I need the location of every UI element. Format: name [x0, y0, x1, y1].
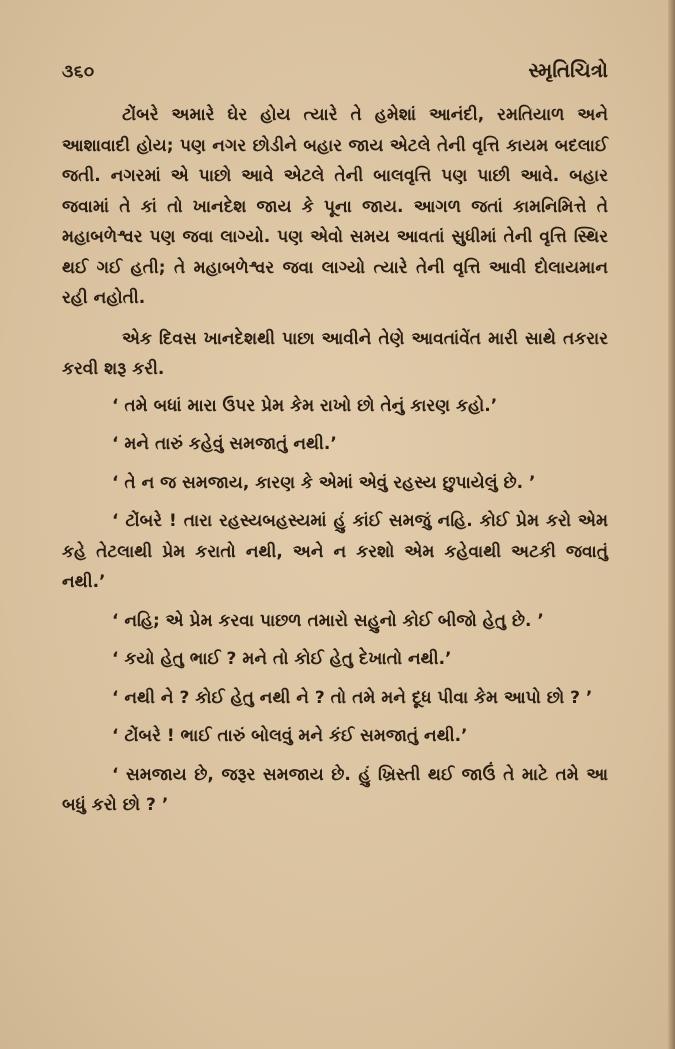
page-spine-edge	[668, 0, 675, 1049]
dialogue-line: ‘ કયો હેતુ ભાઈ ? મને તો કોઈ હેતુ દેખાતો નથી.’	[112, 649, 452, 669]
dialogue-line: ‘ ટોંબરે ! ભાઈ તારું બોલવું મને કંઈ સમજાતું નથી.’	[112, 726, 468, 746]
dialogue-line: ‘ નહિ; એ પ્રેમ કરવા પાછળ તમારો સહુનો કોઈ બીજો હેતુ છે. ’	[112, 610, 544, 631]
dialogue-line: ‘ મને તારું કહેવું સમજાતું નથી.’	[112, 434, 337, 454]
page-header	[62, 56, 608, 92]
paragraph: ટોંબરે અમારે ઘેર હોય ત્યારે તે હમેશાં આનંદી, રમતિયાળ અને આશાવાદી હોય; પણ નગર છોડીને બહાર જાય એટલે તેની વૃત્તિ કાયમ બદલાઈ જતી. નગરમાં એ પાછો આવે એટલે તેની બાલવૃત્તિ પણ પાછી આવે. બહાર જવામાં તે કાં તો ખાનદેશ જાય કે પૂના જાય. આગળ જતાં કામનિમિત્તે તે મહાબળેશ્વર પણ જવા લાગ્યો. પણ એવો સમય આવતાં સુધીમાં તેની વૃત્તિ સ્થિર થઈ ગઈ હતી; તે મહાબળેશ્વર જવા લાગ્યો ત્યારે તેની વૃત્તિ આવી દોલાયમાન રહી નહોતી.	[62, 105, 608, 308]
dialogue-line: ‘ નથી ને ? કોઈ હેતુ નથી ને ? તો તમે મને દૂધ પીવા કેમ આપો છો ? ’	[112, 687, 593, 708]
dialogue-line: ‘ ટોંબરે ! તારા રહસ્યબહસ્યમાં હું કાંઈ સમજું નહિ. કોઈ પ્રેમ કરો એમ કહે તેટલાથી પ્રેમ કરાતો નથી, અને ન કરશો એમ કહેવાથી અટકી જવાતું નથી.’	[62, 511, 608, 592]
page-number: ૩૬૦	[62, 62, 95, 82]
running-title: સ્મૃતિચિત્રો	[528, 58, 608, 82]
dialogue-line: ‘ સમજાય છે, જરૂર સમજાય છે. હું ખ્રિસ્તી થઈ જાઉં તે માટે તમે આ બધું કરો છો ? ’	[62, 764, 608, 815]
body-text	[62, 100, 608, 829]
dialogue-line: ‘ તમે બધાં મારા ઉપર પ્રેમ કેમ રાખો છો તેનું કારણ કહો.’	[112, 395, 498, 416]
paragraph: એક દિવસ ખાનદેશથી પાછા આવીને તેણે આવતાંવેંત મારી સાથે તકરાર કરવી શરૂ કરી.	[62, 328, 608, 379]
dialogue-line: ‘ તે ન જ સમજાય, કારણ કે એમાં એવું રહસ્ય છુપાયેલું છે. ’	[112, 472, 536, 493]
